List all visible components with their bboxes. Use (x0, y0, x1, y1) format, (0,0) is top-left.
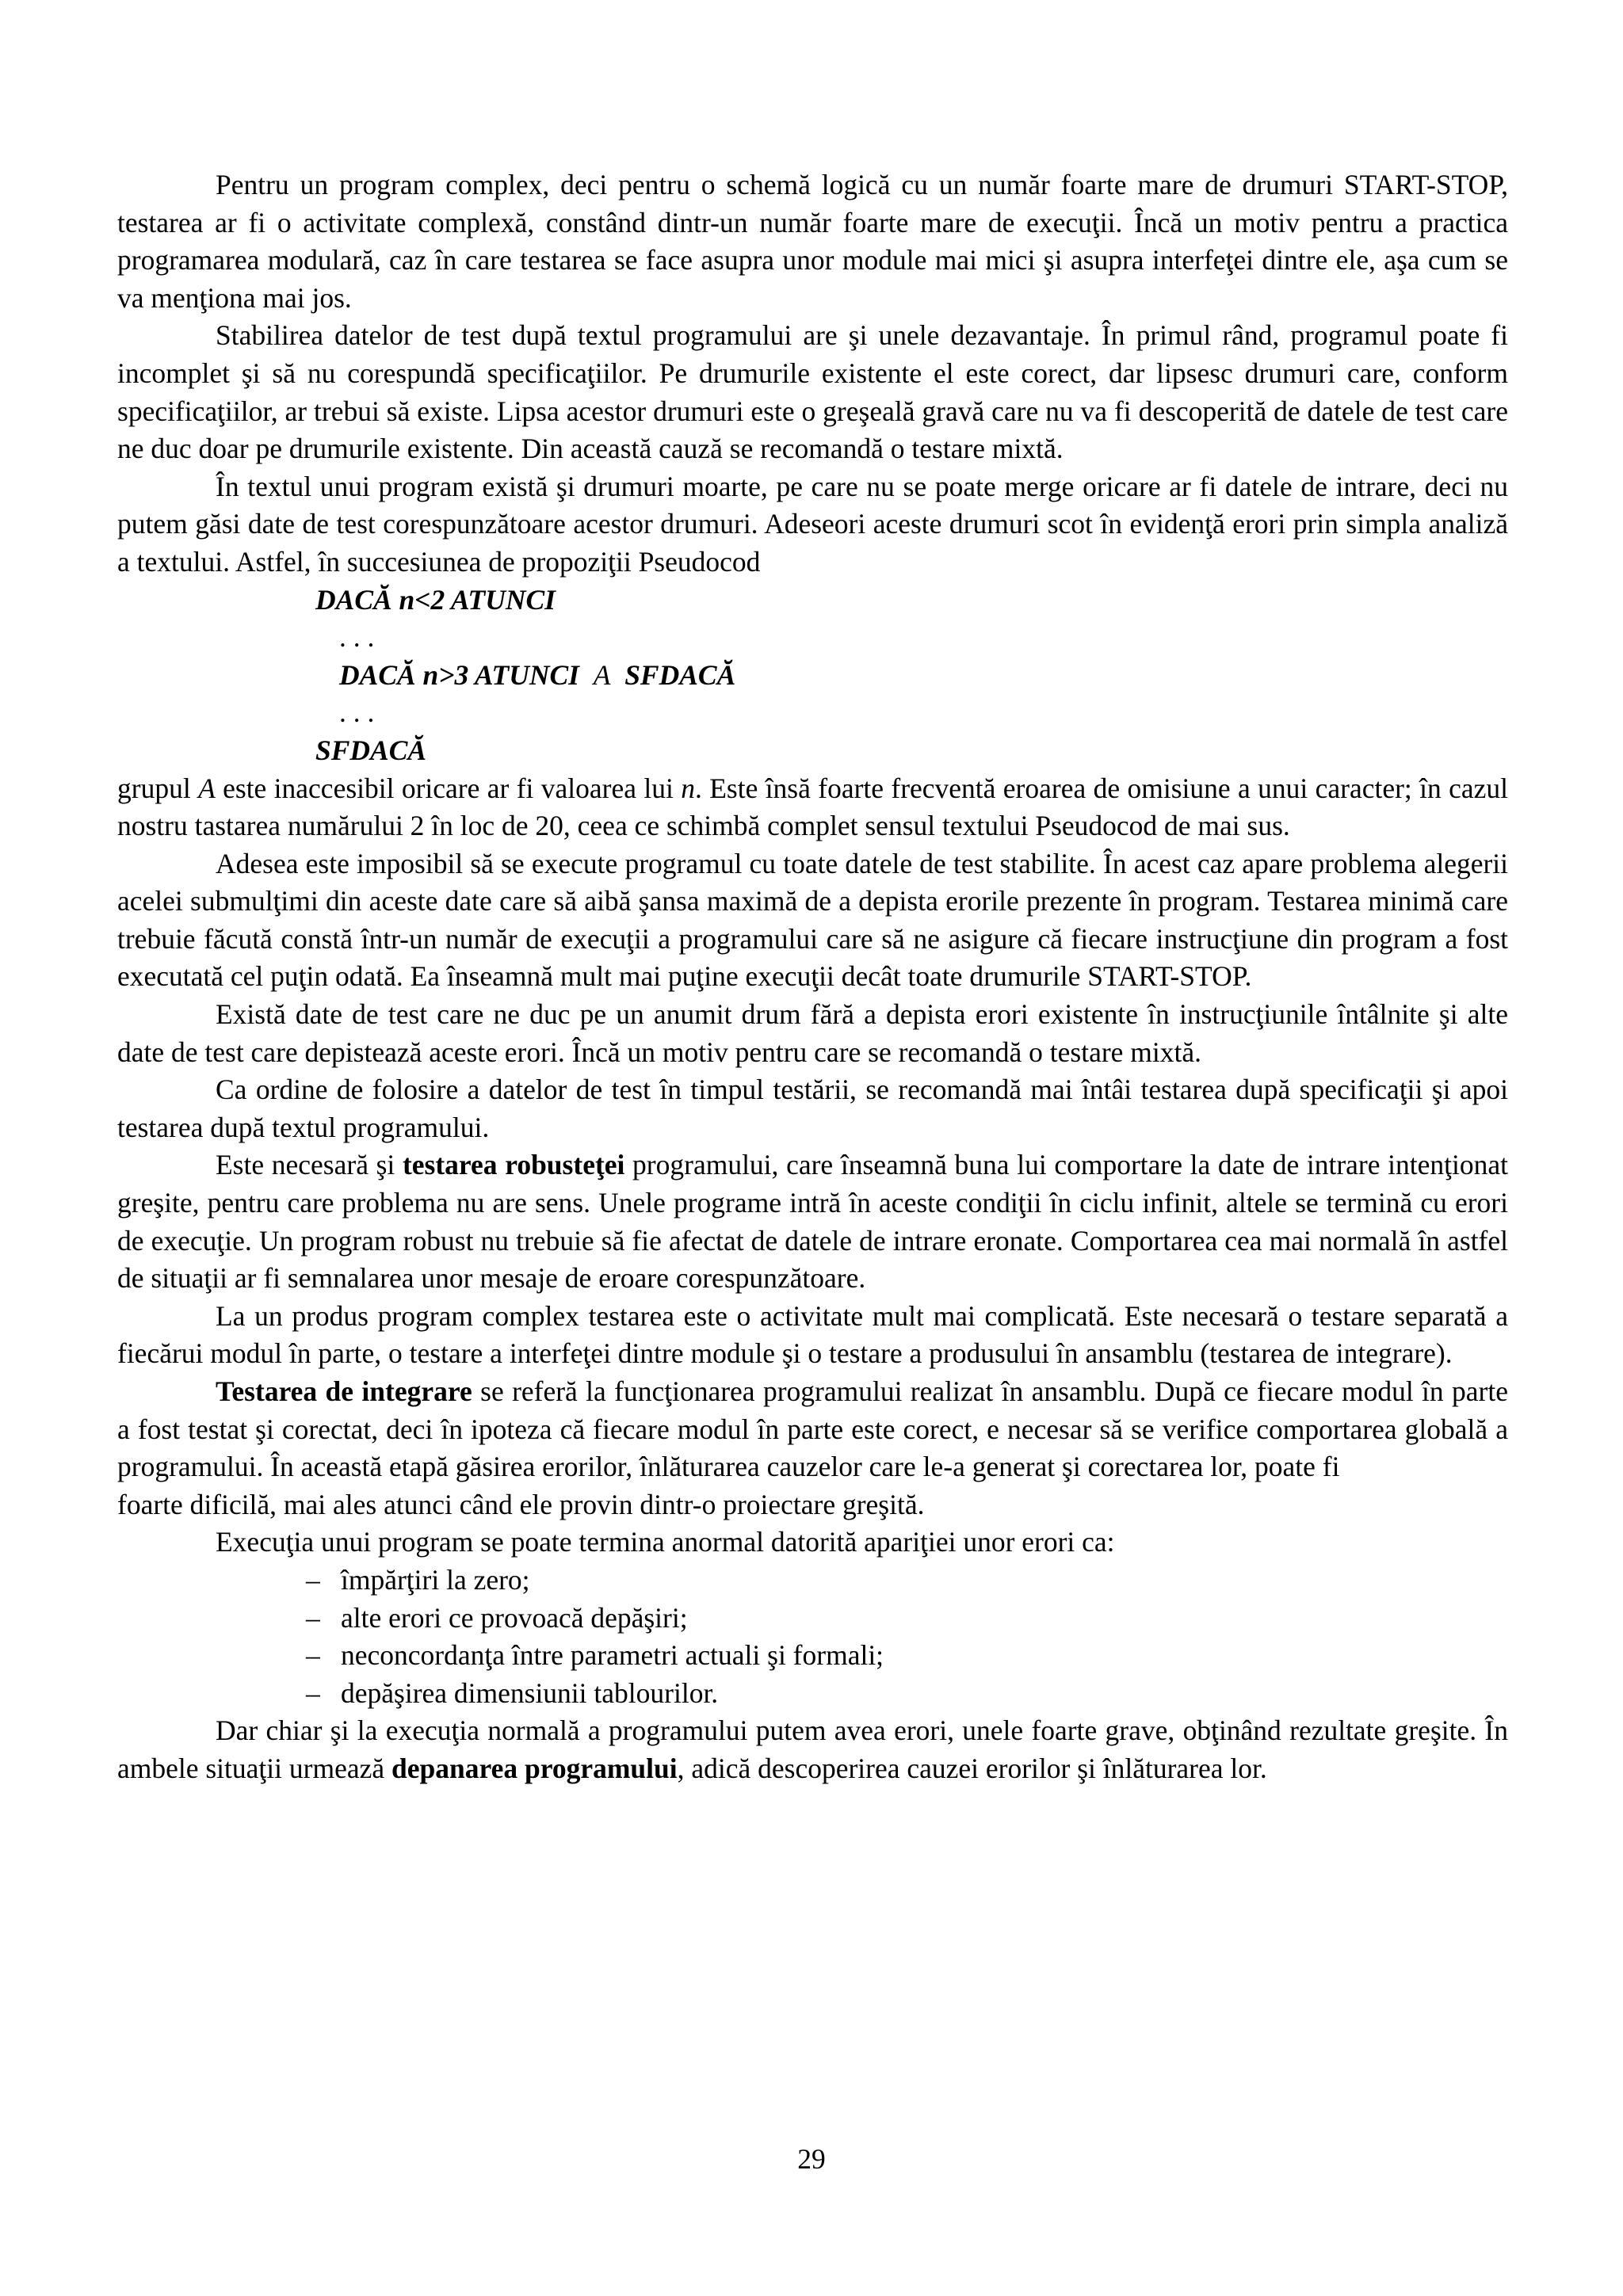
paragraph: Există date de test care ne duc pe un anumit drum fără a depista erori existente în instrucţiunile întâlnite şi alte date de test care depistează aceste erori. Încă un motiv pentru care se recomandă o testare mixtă. (117, 998, 1508, 1068)
dash-bullet: – (306, 1601, 320, 1634)
paragraph: grupul A este inaccesibil oricare ar fi valoarea lui n. Este însă foarte frecventă eroarea de omisiune a unui caracter; în cazul nostru tastarea numărului 2 în loc de 20, ceea ce schimbă complet sensul textului Pseudocod de mai sus. (117, 772, 1509, 842)
bold-term: Testarea de integrare (216, 1375, 472, 1407)
bold-term: depanarea programului (391, 1752, 678, 1784)
page-body (117, 166, 1508, 1788)
paragraph: Este necesară şi testarea robusteţei programului, care înseamnă buna lui comportare la date de intrare intenţionat greşite, pentru care problema nu are sens. Unele programe intră în aceste condiţii în ciclu infinit, altele se termină cu erori de execuţie. Un program robust nu trebuie să fie afectat de datele de intrare eronate. Comportarea cea mai normală în astfel de situaţii ar fi semnalarea unor mesaje de eroare corespunzătoare. (117, 1149, 1508, 1295)
paragraph: La un produs program complex testarea este o activitate mult mai complicată. Este necesară o testare separată a fiecărui modul în parte, o testare a interfeţei dintre module şi o testare a produsului în ansamblu (testarea de integrare). (117, 1299, 1508, 1370)
bold-term: testarea robusteţei (402, 1149, 625, 1181)
paragraph: Execuţia unui program se poate termina anormal datorită apariţiei unor erori ca: (216, 1526, 1115, 1558)
paragraph: Stabilirea datelor de test după textul programului are şi unele dezavantaje. În primul rând, programul poate fi incomplet şi să nu corespundă specificaţiilor. Pe drumurile existente el este corect, dar lipsesc drumuri care, conform specificaţiilor, ar trebui să existe. Lipsa acestor drumuri este o greşeală gravă care nu va fi descoperită de datele de test care ne duc doar pe drumurile existente. Din această cauză se recomandă o testare mixtă. (117, 319, 1508, 465)
pseudocode-ellipsis: . . . (339, 696, 375, 729)
error-list (117, 1562, 1508, 1712)
paragraph: Dar chiar şi la execuţia normală a programului putem avea erori, unele foarte grave, obţinând rezultate greşite. În ambele situaţii urmează depanarea programului, adică descoperirea cauzei erorilor şi înlăturarea lor. (117, 1714, 1508, 1784)
paragraph: Testarea de integrare se referă la funcţionarea programului realizat în ansamblu. După ce fiecare modul în parte a fost testat şi corectat, deci în ipoteza că fiecare modul în parte este corect, e necesar să se verifice comportarea globală a programului. În această etapă găsirea erorilor, înlăturarea cauzelor care le-a generat şi corectarea lor, poate fi (117, 1375, 1508, 1483)
list-item: – neconcordanţa între parametri actuali şi formali; (117, 1637, 1508, 1675)
list-item: – alte erori ce provoacă depăşiri; (117, 1600, 1508, 1638)
list-item: – împărţiri la zero; (117, 1562, 1508, 1600)
dash-bullet: – (306, 1676, 320, 1709)
paragraph: În textul unui program există şi drumuri moarte, pe care nu se poate merge oricare ar fi datele de intrare, deci nu putem găsi date de test corespunzătoare acestor drumuri. Adeseori aceste drumuri scot în evidenţă erori prin simpla analiză a textului. Astfel, în succesiunea de propoziţii Pseudocod (117, 470, 1508, 578)
pseudocode-condition: DACĂ n>3 ATUNCI (339, 658, 579, 691)
pseudocode-block (117, 582, 1508, 770)
page-number: 29 (797, 2143, 826, 2175)
pseudocode-line: SFDACĂ (315, 734, 427, 766)
paragraph: foarte dificilă, mai ales atunci când ele provin dintr-o proiectare greşită. (117, 1488, 925, 1520)
dash-bullet: – (306, 1563, 320, 1596)
pseudocode-ellipsis: . . . (339, 621, 375, 654)
pseudocode-line (117, 657, 1508, 695)
dash-bullet: – (306, 1639, 320, 1672)
paragraph: Ca ordine de folosire a datelor de test în timpul testării, se recomandă mai întâi testarea după specificaţii şi apoi testarea după textul programului. (117, 1074, 1508, 1143)
pseudocode-line: DACĂ n<2 ATUNCI (315, 583, 556, 616)
pseudocode-end: SFDACĂ (624, 658, 736, 691)
paragraph: Pentru un program complex, deci pentru o schemă logică cu un număr foarte mare de drumuri START-STOP, testarea ar fi o activitate complexă, constând dintr-un număr foarte mare de execuţii. Încă un motiv pentru a practica programarea modulară, caz în care testarea se face asupra unor module mai mici şi asupra interfeţei dintre ele, aşa cum se va menţiona mai jos. (117, 169, 1508, 314)
list-item: – depăşirea dimensiunii tablourilor. (117, 1675, 1508, 1713)
pseudocode-group: A (593, 658, 611, 691)
paragraph: Adesea este imposibil să se execute programul cu toate datele de test stabilite. În acest caz apare problema alegerii acelei submulţimi din aceste date care să aibă şansa maximă de a depista erorile prezente în program. Testarea minimă care trebuie făcută constă într-un număr de execuţii a programului care să ne asigure că fiecare instrucţiune din program a fost executată cel puţin odată. Ea înseamnă mult mai puţine execuţii decât toate drumurile START-STOP. (117, 847, 1508, 993)
